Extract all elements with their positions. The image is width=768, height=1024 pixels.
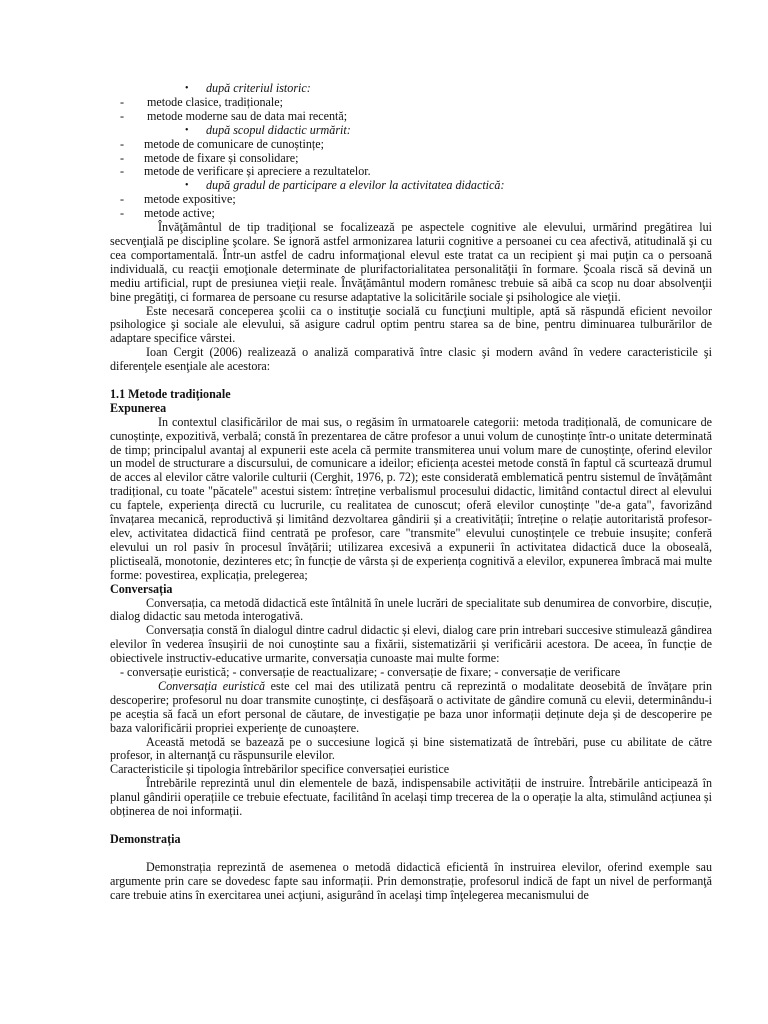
list-item-text: metode de comunicare de cunoștințe; (144, 136, 324, 151)
list-item (110, 193, 712, 207)
paragraph-text: este cel mai des utilizată pentru că reprezintă o modalitate deosebită de învățare prin descoperire; profesorul nu doar transmite cunoștințe, ci desfășoară o activitate de gândire comună cu elevii, determinându-i pe aceștia să facă un efort personal de căutare, de investigație pe baza unor informații deținute deja și de descoperire pe baza valorificării propriei experiențe de cunoaștere. (110, 678, 712, 735)
dash-marker: - (120, 136, 125, 151)
list-item-text: metode expositive; (144, 192, 236, 207)
criterion-heading-text: după gradul de participare a elevilor la activitatea didactică: (206, 178, 505, 193)
list-item (110, 96, 712, 110)
spacer (110, 819, 712, 833)
criterion-heading (110, 82, 712, 96)
paragraph: Întrebările reprezintă unul din elementele de bază, indispensabile activității de instruire. Întrebările anticipează în planul gândirii operațiile ce trebuie efectuate, facilitând în același timp trecerea de la o operație la alta, stimulând acțiunea și obținerea de noi informații. (110, 776, 712, 819)
list-item-text: metode clasice, tradiționale; (147, 94, 283, 109)
bullet-marker: • (185, 83, 189, 94)
conversation-forms: - conversație euristică; - conversație de reactualizare; - conversație de fixare; - conversație de verificare (120, 665, 621, 680)
emphasis: Conversația euristică (158, 678, 266, 693)
spacer (110, 847, 712, 861)
paragraph: Conversația, ca metodă didactică este întâlnită în unele lucrări de specialitate sub denumirea de convorbire, discuție, dialog didactic sau metoda interogativă. (110, 595, 712, 624)
paragraph: Este necesară conceperea şcolii ca o instituţie socială cu funcţiuni multiple, aptă să răspundă eficient nevoilor psihologice şi sociale ale elevului, să asigure cadrul optim pentru starea sa de bine, pentru diminuarea tulburărilor de adaptare specifice vârstei. (110, 303, 712, 346)
list-item (110, 207, 712, 221)
bullet-marker: • (185, 180, 189, 192)
list-item-text: metode active; (144, 206, 215, 221)
dash-marker: - (120, 164, 125, 179)
bullet-marker: • (185, 124, 189, 136)
subsection-title-expunerea: Expunerea (110, 400, 167, 415)
paragraph: Caracteristicile și tipologia întrebărilor specifice conversației euristice (110, 762, 450, 777)
list-item (110, 110, 712, 124)
list-item-text: metode moderne sau de data mai recentă; (147, 108, 348, 123)
dash-marker: - (120, 206, 125, 221)
dash-marker: - (120, 94, 125, 109)
section-title: 1.1 Metode tradiționale (110, 386, 231, 401)
list-item-text: metode de fixare și consolidare; (144, 150, 299, 165)
dash-marker: - (120, 150, 125, 165)
paragraph (110, 680, 712, 736)
criterion-heading-text: după criteriul istoric: (206, 81, 311, 95)
paragraph: Conversația constă în dialogul dintre cadrul didactic și elevi, dialog care prin intrebari succesive stimulează gândirea elevilor în vederea însușirii de noi cunoștinte sau a fixării, sistematizării și verificării acestora. De aceea, în funcție de obiectivele instructiv-educative urmarite, conversația cunoaste mai multe forme: (110, 623, 712, 666)
paragraph: Învăţământul de tip tradiţional se focalizează pe aspectele cognitive ale elevului, urmărind pregătirea lui secvenţială pe discipline şcolare. Se ignoră astfel armonizarea laturii cognitive a persoanei cu cea afectivă, atitudinală şi cu cea comportamentală. Într-un astfel de cadru informaţional elevul este tratat ca un recipient şi mai puţin ca o persoană individuală, cu reacţii emoţionale determinate de plurifactorialitatea personalităţii în formare. Şcoala riscă să devină un mediu artificial, rupt de presiunea vieţii reale. Învăţământul modern românesc trebuie să aibă ca scop nu doar absolvenţii bine pregătiţi, ci formarea de persoane cu resurse adaptative la solicitările sociale şi psihologice ale vieţii. (110, 220, 712, 304)
dash-marker: - (120, 108, 125, 123)
paragraph: In contextul clasificărilor de mai sus, o regăsim în urmatoarele categorii: metoda tradițională, de comunicare de cunoștințe, expozitivă, verbală; constă în prezentarea de către profesor a unui volum de cunoștințe într-o unitate determinată de timp; principalul avantaj al expunerii este acela că permite transmiterea unui volum mare de cunoștințe, oferind elevilor un model de structurare a discursului, de comunicare a ideilor; eficiența acestei metode constă în faptul că scurtează drumul de acces al elevilor către valorile culturii (Cerghit, 1976, p. 72); este considerată emblematică pentru sistemul de învățământ tradițional, cu toate "păcatele" acestui sistem: întreține verbalismul procesului didactic, limitând contactul direct al elevului cu faptele, experiența directă cu lucrurile, cu realitatea de cunoscut; oferă elevilor cunoștințe "de-a gata", favorizând învațarea mecanică, reproductivă și limitând dezvoltarea gândirii și a creativității; întreține o relație autoritaristă profesor-elev, activitatea didactică fiind centrată pe profesor, care "transmite" elevului cunoștințele ce trebuie insușite; conferă elevului un rol pasiv în procesul învățării; utilizarea excesivă a expunerii în activitatea didactică duce la oboseală, plictiseală, monotonie, dezinteres etc; în funcție de vârsta și de experiența cognitivă a elevilor, expunerea îmbracă mai multe forme: povestirea, explicația, prelegerea; (110, 414, 712, 582)
paragraph: Ioan Cergit (2006) realizează o analiză comparativă între clasic şi modern având în vedere caracteristicile şi diferenţele esenţiale ale acestora: (110, 345, 712, 374)
criterion-heading-text: după scopul didactic urmărit: (206, 122, 351, 137)
spacer (110, 374, 712, 388)
list-item-text: metode de verificare și apreciere a rezultatelor. (144, 164, 371, 179)
criterion-heading (110, 179, 712, 193)
paragraph: Demonstrația reprezintă de asemenea o metodă didactică eficientă în instruirea elevilor, oferind exemple sau argumente prin care se dovedesc fapte sau informații. Prin demonstrație, profesorul indică de fapt un nivel de performanţă care trebuie atins în exercitarea unei acţiuni, asigurând în acelaşi timp înţelegerea mecanismului de (110, 859, 712, 902)
list-item (110, 152, 712, 166)
paragraph: Această metodă se bazează pe o succesiune logică și bine sistematizată de întrebări, puse cu abilitate de către profesor, in alternanţă cu răspunsurile elevilor. (110, 734, 712, 763)
subsection-title-conversatia: Conversația (110, 581, 173, 596)
subsection-title-demonstratia: Demonstrația (110, 831, 181, 846)
list-item (110, 165, 712, 179)
list-item (110, 138, 712, 152)
dash-marker: - (120, 192, 125, 207)
criterion-heading (110, 124, 712, 138)
document-page (110, 82, 712, 902)
